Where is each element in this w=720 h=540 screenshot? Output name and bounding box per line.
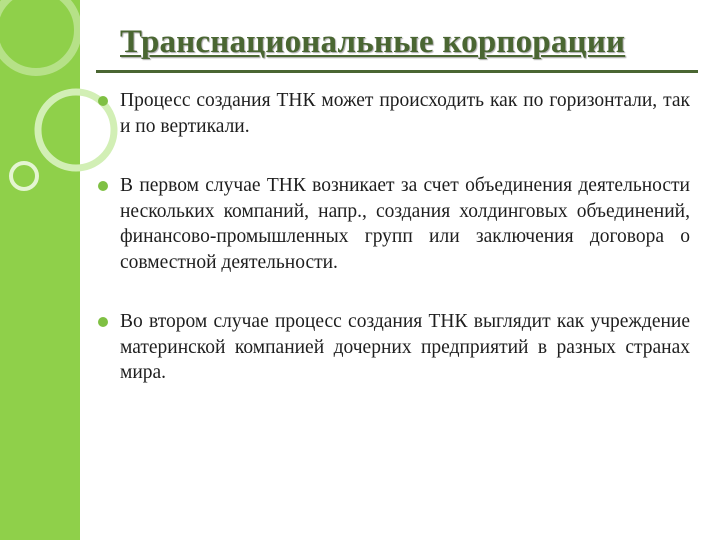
bullet-dot-icon [98, 181, 108, 191]
bullet-dot-icon [98, 317, 108, 327]
bullet-list [96, 88, 690, 386]
bullet-text: В первом случае ТНК возникает за счет объединения деятельности нескольких компаний, напр., создания холдинговых объединений, финансово-промышленных групп или заключения договора о совместной деятельности. [120, 175, 690, 273]
bullet-dot-icon [98, 96, 108, 106]
slide-title: Транснациональные корпорации [120, 24, 626, 60]
deco-circle-large [0, 0, 78, 72]
bullet-item [96, 173, 690, 275]
deco-circle-small [11, 163, 37, 189]
bullet-item [96, 309, 690, 386]
bullet-text: Во втором случае процесс создания ТНК выглядит как учреждение материнской компанией дочерних предприятий в разных странах мира. [120, 311, 690, 383]
bullet-text: Процесс создания ТНК может происходить как по горизонтали, так и по вертикали. [120, 90, 690, 137]
bullet-item [96, 88, 690, 139]
title-underline-rule [96, 70, 698, 73]
